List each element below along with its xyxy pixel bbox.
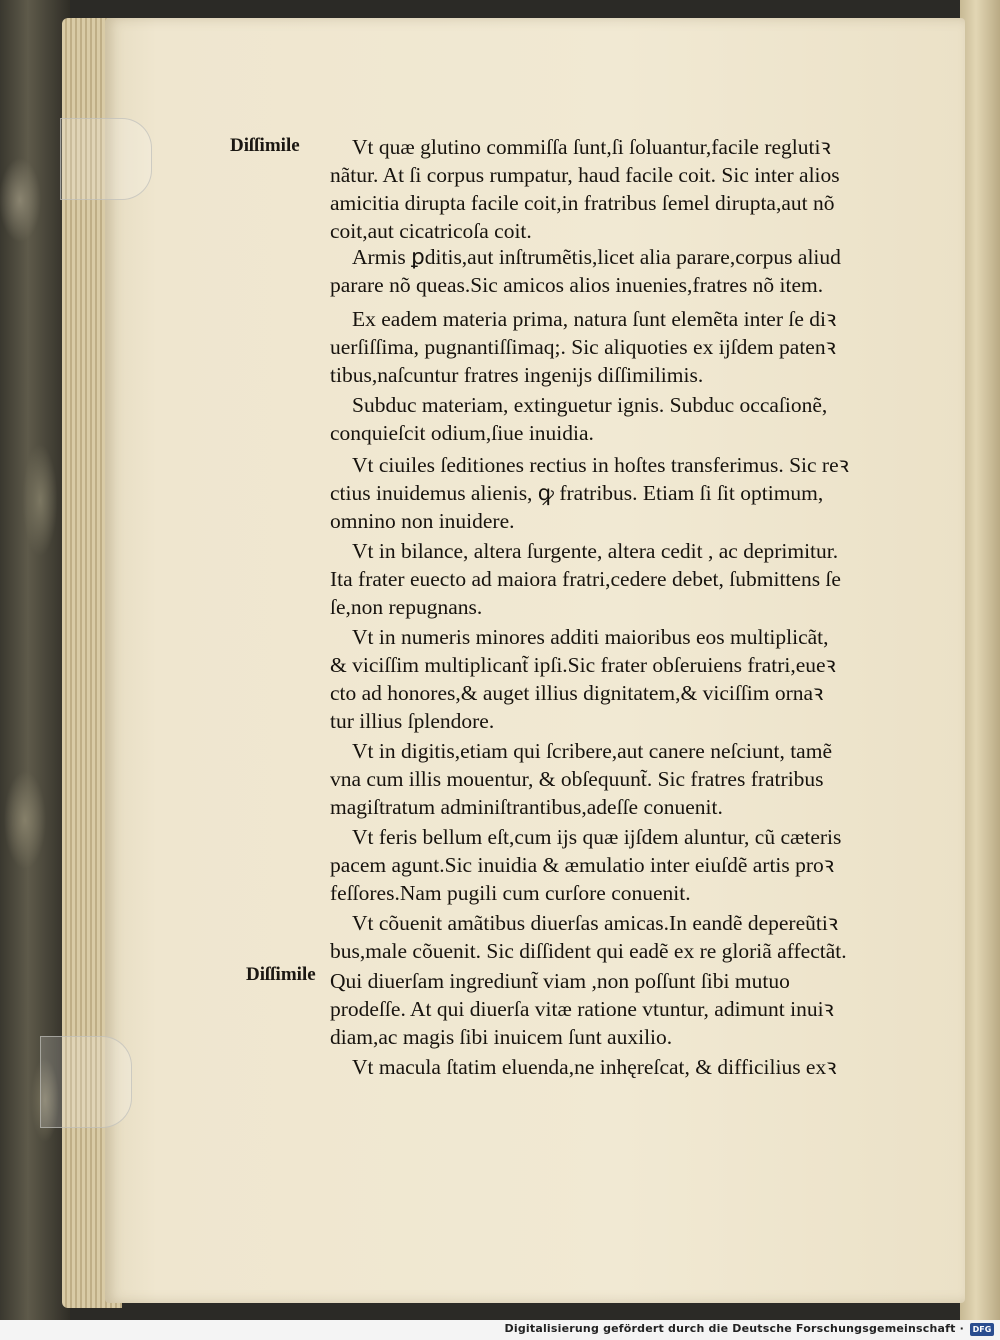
facing-page-edge [960,0,1000,1320]
paragraph [330,967,926,1051]
paragraph [330,823,926,907]
text-line: amicitia dirupta facile coit,in fratribus ſemel dirupta,aut nõ [330,191,835,215]
text-line: Vt in digitis,etiam qui ſcribere,aut canere neſciunt, tamẽ [352,739,832,763]
text-line: magiſtratum adminiſtrantibus,adeſſe conuenit. [330,795,723,819]
text-line: Ita frater euecto ad maiora fratri,cedere debet, ſubmittens ſe [330,567,841,591]
text-line: Qui diuerſam ingrediunt̃ viam ,non poſſunt ſibi mutuo [330,969,790,993]
text-line: Subduc materiam, extinguetur ignis. Subduc occaſionẽ, [352,393,828,417]
text-line: ſe,non repugnans. [330,595,483,619]
text-line: conquieſcit odium,ſiue inuidia. [330,421,594,445]
margin-note: Diſſimile [246,964,316,985]
paragraph [330,451,926,535]
paragraph [330,1053,926,1081]
text-line: pacem agunt.Sic inuidia & æmulatio inter eiuſdẽ artis proꝛ [330,853,834,877]
text-line: Vt in bilance, altera ſurgente, altera cedit , ac deprimitur. [352,539,839,563]
text-line: parare nõ queas.Sic amicos alios inuenies,fratres nõ item. [330,273,824,297]
paragraph [330,391,926,447]
footer-bar [0,1320,1000,1340]
text-line: Armis ꝑditis,aut inſtrumẽtis,licet alia parare,corpus aliud [352,245,841,269]
text-line: coit,aut cicatricoſa coit. [330,219,532,243]
text-line: diam,ac magis ſibi inuicem ſunt auxilio. [330,1025,673,1049]
paragraph [330,909,926,965]
text-line: omnino non inuidere. [330,509,515,533]
page-clip-top [60,118,152,200]
footer-credit: Digitalisierung gefördert durch die Deutsche Forschungsgemeinschaft · [504,1322,964,1335]
text-line: feſſores.Nam pugili cum curſore conuenit. [330,881,691,905]
paragraph [330,623,926,735]
text-line: Ex eadem materia prima, natura ſunt elemẽta inter ſe diꝛ [352,307,837,331]
paragraph [330,537,926,621]
text-line: ctius inuidemus alienis, ꝙ fratribus. Etiam ſi ſit optimum, [330,481,824,505]
text-line: & viciſſim multiplicant̃ ipſi.Sic frater obſeruiens fratri,eueꝛ [330,653,836,677]
text-line: uerſiſſima, pugnantiſſimaq;. Sic aliquoties ex ijſdem patenꝛ [330,335,836,359]
text-line: tur illius ſplendore. [330,709,495,733]
page-clip-bottom [40,1036,132,1128]
text-line: tibus,naſcuntur fratres ingenijs diſſimilimis. [330,363,704,387]
dfg-logo-icon: DFG [970,1323,994,1336]
text-line: prodeſſe. At qui diuerſa vitæ ratione vtuntur, adimunt inuiꝛ [330,997,834,1021]
text-line: nãtur. At ſi corpus rumpatur, haud facile coit. Sic inter alios [330,163,840,187]
text-line: cto ad honores,& auget illius dignitatem,& viciſſim ornaꝛ [330,681,824,705]
paragraph [330,305,926,389]
text-line: Vt macula ſtatim eluenda,ne inhęreſcat, & difficilius exꝛ [352,1055,837,1079]
paragraph [330,737,926,821]
text-line: bus,male cõuenit. Sic diſſident qui eadẽ ex re gloriã affectãt. [330,939,847,963]
text-line: Vt in numeris minores additi maioribus eos multiplicãt, [352,625,829,649]
paragraph [330,133,926,245]
text-line: Vt cõuenit amãtibus diuerſas amicas.In eandẽ depereũtiꝛ [352,911,838,935]
text-line: vna cum illis mouentur, & obſequunt̃. Sic fratres fratribus [330,767,824,791]
text-line: Vt ciuiles ſeditiones rectius in hoſtes transferimus. Sic reꝛ [352,453,849,477]
text-line: Vt quæ glutino commiſſa ſunt,ſi ſoluantur,facile reglutiꝛ [352,135,831,159]
margin-note: Diſſimile [230,135,300,156]
text-line: Vt feris bellum eſt,cum ijs quæ ijſdem aluntur, cũ cæteris [352,825,842,849]
paragraph [330,243,926,299]
